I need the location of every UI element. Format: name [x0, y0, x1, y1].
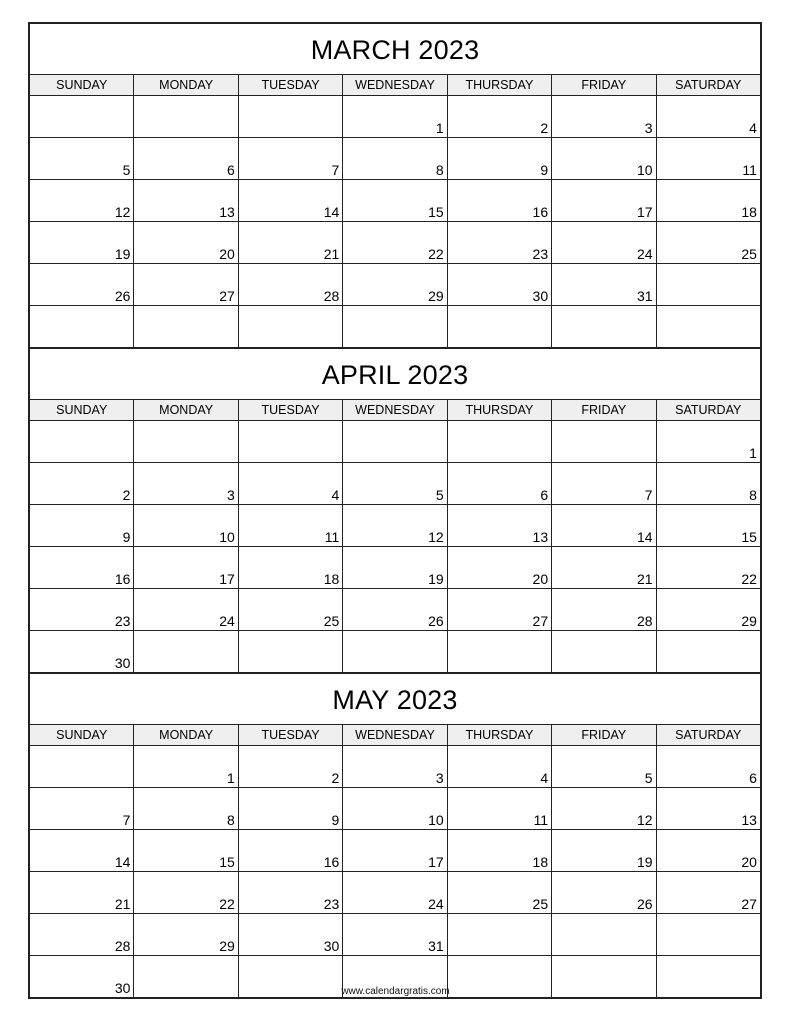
day-number: 20: [532, 571, 549, 587]
weekday-header: TUESDAY: [238, 725, 342, 745]
day-cell: [238, 631, 342, 672]
day-cell: [656, 96, 760, 137]
day-cell: [342, 264, 446, 305]
day-number: 19: [114, 246, 131, 262]
month-block: [30, 672, 760, 997]
month-block: [30, 24, 760, 347]
day-number: 12: [636, 812, 653, 828]
day-cell: [342, 505, 446, 546]
day-cell: [447, 180, 551, 221]
day-number: 31: [636, 288, 653, 304]
day-cell: [133, 138, 237, 179]
day-cell: [342, 96, 446, 137]
day-number: 22: [219, 896, 235, 912]
day-number: 10: [636, 162, 653, 178]
day-cell: [238, 788, 342, 829]
weekday-header: THURSDAY: [447, 75, 551, 95]
week-row: [30, 588, 760, 630]
day-cell: [238, 306, 342, 347]
day-cell: [656, 589, 760, 630]
day-number: 21: [323, 246, 340, 262]
day-cell: [30, 306, 133, 347]
day-cell: [30, 505, 133, 546]
day-cell: [342, 914, 446, 955]
weekday-header: SUNDAY: [56, 728, 108, 742]
day-number: 12: [114, 204, 131, 220]
day-number: 31: [428, 938, 444, 954]
day-cell: [238, 914, 342, 955]
day-cell: [30, 138, 133, 179]
weekday-header: SUNDAY: [56, 403, 108, 417]
day-cell: [656, 264, 760, 305]
week-row: [30, 221, 760, 263]
day-number: 19: [428, 571, 444, 587]
day-cell: [30, 830, 133, 871]
day-cell: [30, 264, 133, 305]
day-cell: [447, 589, 551, 630]
day-number: 13: [532, 529, 549, 545]
day-number: 14: [323, 204, 340, 220]
day-cell: [447, 264, 551, 305]
day-cell: [342, 421, 446, 462]
day-cell: [447, 505, 551, 546]
week-row: [30, 305, 760, 347]
day-cell: [551, 505, 655, 546]
day-cell: [447, 631, 551, 672]
day-cell: [551, 180, 655, 221]
day-cell: [238, 138, 342, 179]
day-cell: [133, 421, 237, 462]
day-cell: [342, 463, 446, 504]
day-cell: [342, 631, 446, 672]
day-number: 17: [428, 854, 444, 870]
day-number: 7: [644, 487, 653, 503]
day-number: 6: [227, 162, 235, 178]
week-row: [30, 913, 760, 955]
day-cell: [551, 589, 655, 630]
day-cell: [551, 830, 655, 871]
day-cell: [133, 463, 237, 504]
day-cell: [133, 589, 237, 630]
day-number: 8: [227, 812, 235, 828]
day-number: 14: [114, 854, 131, 870]
day-cell: [551, 547, 655, 588]
day-cell: [551, 306, 655, 347]
day-cell: [133, 631, 237, 672]
weekday-header: THURSDAY: [447, 725, 551, 745]
day-number: 18: [741, 204, 757, 220]
day-number: 24: [219, 613, 235, 629]
day-number: 29: [741, 613, 757, 629]
day-cell: [342, 788, 446, 829]
month-title: MAY 2023: [332, 685, 458, 715]
day-cell: [342, 306, 446, 347]
weekday-header: SATURDAY: [656, 400, 760, 420]
day-number: 26: [636, 896, 653, 912]
day-cell: [447, 421, 551, 462]
day-number: 4: [749, 120, 757, 136]
calendar: [28, 22, 762, 999]
day-cell: [30, 421, 133, 462]
weekday-header: FRIDAY: [551, 400, 655, 420]
day-cell: [551, 138, 655, 179]
day-cell: [447, 914, 551, 955]
day-cell: [30, 914, 133, 955]
day-number: 18: [532, 854, 549, 870]
day-cell: [342, 138, 446, 179]
day-number: 19: [636, 854, 653, 870]
day-number: 26: [114, 288, 131, 304]
day-cell: [30, 222, 133, 263]
day-number: 14: [636, 529, 653, 545]
day-cell: [133, 547, 237, 588]
day-number: 6: [749, 770, 757, 786]
day-number: 30: [114, 980, 131, 996]
day-cell: [133, 306, 237, 347]
day-number: 22: [741, 571, 757, 587]
day-cell: [656, 222, 760, 263]
day-number: 5: [435, 487, 444, 503]
day-number: 3: [435, 770, 444, 786]
day-cell: [551, 421, 655, 462]
day-number: 5: [644, 770, 653, 786]
day-cell: [656, 421, 760, 462]
day-cell: [656, 180, 760, 221]
day-number: 8: [749, 487, 757, 503]
day-number: 1: [227, 770, 235, 786]
week-row: [30, 263, 760, 305]
day-cell: [342, 589, 446, 630]
week-row: [30, 421, 760, 462]
day-cell: [656, 138, 760, 179]
day-cell: [238, 463, 342, 504]
day-number: 13: [741, 812, 757, 828]
weekday-header: MONDAY: [133, 75, 237, 95]
weekday-header-row: [30, 399, 760, 421]
weekday-header: TUESDAY: [238, 75, 342, 95]
day-number: 27: [219, 288, 235, 304]
day-cell: [238, 872, 342, 913]
week-row: [30, 137, 760, 179]
day-cell: [133, 180, 237, 221]
weekday-header: FRIDAY: [551, 725, 655, 745]
day-cell: [342, 547, 446, 588]
day-cell: [656, 631, 760, 672]
day-cell: [342, 872, 446, 913]
day-cell: [133, 914, 237, 955]
weekday-header: FRIDAY: [551, 75, 655, 95]
day-cell: [447, 306, 551, 347]
day-cell: [30, 96, 133, 137]
day-cell: [238, 180, 342, 221]
day-number: 11: [533, 812, 549, 828]
day-cell: [238, 830, 342, 871]
day-cell: [133, 505, 237, 546]
day-number: 15: [219, 854, 235, 870]
day-number: 16: [532, 204, 549, 220]
day-number: 25: [532, 896, 549, 912]
day-cell: [30, 547, 133, 588]
day-number: 11: [742, 162, 757, 178]
day-cell: [238, 589, 342, 630]
day-cell: [447, 138, 551, 179]
day-number: 29: [428, 288, 444, 304]
month-block: [30, 347, 760, 672]
day-cell: [238, 264, 342, 305]
day-number: 23: [532, 246, 549, 262]
weekday-header: WEDNESDAY: [342, 725, 446, 745]
day-number: 7: [331, 162, 340, 178]
day-cell: [238, 222, 342, 263]
day-cell: [656, 306, 760, 347]
week-row: [30, 630, 760, 672]
weekday-header-row: [30, 74, 760, 96]
week-row: [30, 179, 760, 221]
day-number: 28: [114, 938, 131, 954]
day-number: 30: [114, 655, 131, 671]
day-cell: [238, 421, 342, 462]
day-number: 13: [219, 204, 235, 220]
week-row: [30, 96, 760, 137]
day-cell: [30, 180, 133, 221]
day-number: 28: [323, 288, 340, 304]
day-number: 15: [428, 204, 444, 220]
day-number: 1: [749, 445, 757, 461]
weekday-header: THURSDAY: [447, 400, 551, 420]
day-cell: [133, 96, 237, 137]
day-cell: [656, 788, 760, 829]
day-number: 12: [428, 529, 444, 545]
day-number: 20: [741, 854, 757, 870]
day-cell: [656, 872, 760, 913]
day-cell: [447, 746, 551, 787]
day-number: 25: [323, 613, 340, 629]
weekday-header: SUNDAY: [56, 78, 108, 92]
day-cell: [30, 463, 133, 504]
day-number: 23: [323, 896, 340, 912]
month-title: APRIL 2023: [321, 360, 469, 390]
day-number: 25: [741, 246, 757, 262]
day-number: 16: [323, 854, 340, 870]
day-number: 16: [114, 571, 131, 587]
day-number: 17: [219, 571, 235, 587]
week-row: [30, 871, 760, 913]
day-number: 30: [323, 938, 340, 954]
day-cell: [133, 872, 237, 913]
day-cell: [30, 631, 133, 672]
week-row: [30, 787, 760, 829]
day-cell: [656, 914, 760, 955]
day-cell: [656, 463, 760, 504]
day-cell: [30, 589, 133, 630]
day-cell: [447, 872, 551, 913]
day-cell: [551, 96, 655, 137]
day-cell: [551, 914, 655, 955]
day-number: 5: [122, 162, 131, 178]
weekday-header: WEDNESDAY: [342, 400, 446, 420]
day-cell: [133, 788, 237, 829]
day-number: 9: [540, 162, 549, 178]
day-cell: [656, 830, 760, 871]
weekday-header-row: [30, 724, 760, 746]
day-cell: [656, 505, 760, 546]
day-number: 2: [540, 120, 549, 136]
day-cell: [133, 746, 237, 787]
day-number: 3: [644, 120, 653, 136]
day-cell: [447, 463, 551, 504]
day-cell: [447, 96, 551, 137]
week-row: [30, 746, 760, 787]
day-cell: [238, 547, 342, 588]
day-cell: [238, 505, 342, 546]
weekday-header: MONDAY: [133, 400, 237, 420]
day-cell: [30, 788, 133, 829]
month-title: MARCH 2023: [310, 35, 480, 65]
day-number: 27: [741, 896, 757, 912]
weekday-header: SATURDAY: [656, 725, 760, 745]
weekday-header: MONDAY: [133, 725, 237, 745]
day-cell: [551, 222, 655, 263]
day-number: 10: [428, 812, 444, 828]
day-cell: [551, 264, 655, 305]
day-cell: [30, 746, 133, 787]
day-number: 22: [428, 246, 444, 262]
day-number: 4: [331, 487, 340, 503]
day-cell: [30, 872, 133, 913]
day-number: 27: [532, 613, 549, 629]
week-row: [30, 546, 760, 588]
day-number: 28: [636, 613, 653, 629]
day-cell: [551, 788, 655, 829]
day-cell: [447, 547, 551, 588]
day-cell: [551, 872, 655, 913]
day-cell: [656, 746, 760, 787]
day-number: 3: [227, 487, 235, 503]
day-number: 11: [324, 529, 340, 545]
day-cell: [238, 746, 342, 787]
day-number: 1: [435, 120, 444, 136]
day-cell: [133, 830, 237, 871]
day-number: 24: [428, 896, 444, 912]
day-number: 10: [219, 529, 235, 545]
day-number: 18: [323, 571, 340, 587]
weekday-header: SATURDAY: [656, 75, 760, 95]
day-cell: [342, 746, 446, 787]
day-number: 17: [636, 204, 653, 220]
day-number: 4: [540, 770, 549, 786]
week-row: [30, 462, 760, 504]
day-cell: [551, 463, 655, 504]
day-cell: [342, 222, 446, 263]
day-cell: [447, 830, 551, 871]
day-number: 24: [636, 246, 653, 262]
day-number: 21: [114, 896, 131, 912]
footer-url: www.calendargratis.com: [341, 986, 450, 997]
day-cell: [238, 96, 342, 137]
day-number: 9: [331, 812, 340, 828]
week-row: [30, 504, 760, 546]
day-cell: [342, 180, 446, 221]
weekday-header: WEDNESDAY: [342, 75, 446, 95]
day-cell: [342, 830, 446, 871]
day-number: 2: [122, 487, 131, 503]
day-cell: [551, 746, 655, 787]
day-number: 30: [532, 288, 549, 304]
day-number: 20: [219, 246, 235, 262]
day-cell: [447, 788, 551, 829]
day-number: 15: [741, 529, 757, 545]
day-number: 26: [428, 613, 444, 629]
day-cell: [447, 222, 551, 263]
day-number: 6: [540, 487, 549, 503]
day-cell: [551, 631, 655, 672]
weekday-header: TUESDAY: [238, 400, 342, 420]
day-cell: [656, 547, 760, 588]
day-number: 2: [331, 770, 340, 786]
day-number: 7: [122, 812, 131, 828]
day-cell: [133, 264, 237, 305]
day-number: 9: [122, 529, 131, 545]
day-cell: [133, 222, 237, 263]
day-number: 21: [636, 571, 653, 587]
day-number: 29: [219, 938, 235, 954]
day-number: 8: [435, 162, 444, 178]
week-row: [30, 829, 760, 871]
day-number: 23: [114, 613, 131, 629]
